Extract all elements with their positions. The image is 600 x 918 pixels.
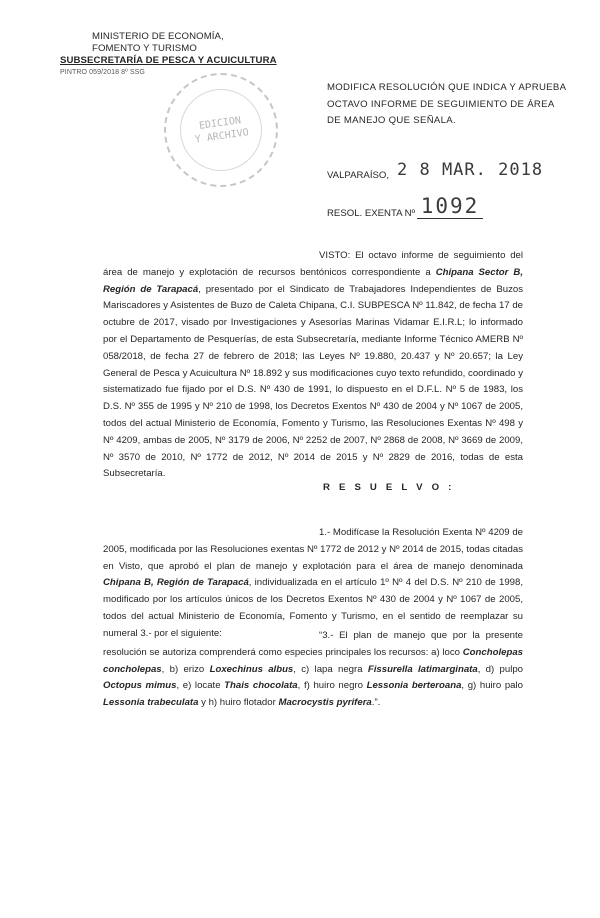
article-1-paragraph	[103, 525, 523, 643]
resolution-label: RESOL. EXENTA Nº	[327, 208, 416, 219]
resuelvo-heading: R E S U E L V O :	[323, 482, 455, 493]
stamp-line1: EDICION	[198, 115, 242, 132]
office-stamp	[164, 73, 278, 187]
species-fissurella: Fissurella latimarginata	[367, 663, 478, 675]
document-reference: PINTRO 059/2018 8º SSG	[60, 69, 145, 76]
quote-text-e: , e) locate	[176, 680, 225, 692]
visto-paragraph	[103, 248, 523, 483]
species-macrocystis: Macrocystis pyrifera	[278, 697, 372, 709]
subsecretariat-name: SUBSECRETARÍA DE PESCA Y ACUICULTURA	[60, 55, 277, 66]
article-1-text-2: , individualizada en el artículo 1º Nº 4 del D.S. Nº 210 de 1998, modificado por los artículos únicos de los Decretos Exentos Nº 430 de 2004 y Nº 1067 de 2005, todos del actual Ministerio de Economía, Fomento y Turismo, en el sentido de reemplazar su numeral 3.- por el siguiente:	[103, 577, 523, 639]
place-label: VALPARAÍSO,	[327, 170, 390, 181]
species-concholepas: Concholepas concholepas	[103, 646, 523, 675]
date-stamp: 2 8 MAR. 2018	[397, 160, 544, 180]
visto-text-1: VISTO: El octavo informe de seguimiento del área de manejo y explotación de recursos bentónicos correspondiente a	[103, 250, 523, 278]
species-loxechinus: Loxechinus albus	[209, 663, 294, 675]
quote-text-b: , b) erizo	[161, 663, 210, 675]
quote-text-a: “3.- El plan de manejo que por la presente resolución se autoriza comprenderá como especies principales los recursos: a) loco	[103, 630, 523, 658]
species-thais: Thais chocolata	[224, 680, 298, 692]
visto-text-2: , presentado por el Sindicato de Trabajadores Independientes de Buzos Mariscadores y Asistentes de Buzo de Caleta Chipana, C.I. SUBPESCA Nº 11.842, de fecha 17 de octubre de 2017, visado por Investigaciones y Asesorías Marinas Vidamar E.I.R.L; lo informado por el Departamento de Pesquerías, de esta Subsecretaría, mediante Informe Técnico AMERB Nº 058/2018, de fecha 27 de febrero de 2018; las Leyes Nº 19.880, 20.437 y Nº 20.657; la Ley General de Pesca y Acuicultura Nº 18.892 y sus modificaciones cuyo texto refundido, coordinado y sistematizado fue fijado por el D.S. Nº 430 de 1991, lo dispuesto en el D.F.L. Nº 5 de 1983, los D.S. Nº 355 de 1995 y Nº 210 de 1998, los Decretos Exentos Nº 430 de 2004 y Nº 1067 de 2005, todos del actual Ministerio de Economía, Fomento y Turismo, las Resoluciones Exentas Nº 498 y Nº 4209, ambas de 2005, Nº 3179 de 2006, Nº 2252 de 2007, Nº 2868 de 2008, Nº 3669 de 2009, Nº 3570 de 2010, Nº 1772 de 2012, Nº 2014 de 2015 y Nº 2829 de 2016, todas de esta Subsecretaría.	[103, 283, 523, 480]
quote-text-c: , c) lapa negra	[293, 663, 368, 675]
resolution-title: MODIFICA RESOLUCIÓN QUE INDICA Y APRUEBA OCTAVO INFORME DE SEGUIMIENTO DE ÁREA DE MANEJO QUE SEÑALA.	[327, 82, 566, 126]
ministry-name-line2: FOMENTO Y TURISMO	[92, 43, 197, 54]
species-lessonia-berteroana: Lessonia berteroana	[366, 680, 462, 692]
quote-text-h: y h) huiro flotador	[198, 697, 279, 709]
article-1-text-1: 1.- Modifícase la Resolución Exenta Nº 4209 de 2005, modificada por las Resoluciones exentas Nº 1772 de 2012 y Nº 2014 de 2015, todas citadas en Visto, que aprobó el plan de manejo y explotación para el área de manejo denominada	[103, 527, 523, 572]
stamp-line2: Y ARCHIVO	[194, 127, 250, 146]
species-octopus: Octopus mimus	[103, 680, 177, 692]
quote-text-g: , g) huiro palo	[461, 680, 523, 692]
article-1-area-name: Chipana B, Región de Tarapacá	[103, 577, 249, 589]
numeral-3-quote	[103, 628, 523, 712]
quote-text-f: , f) huiro negro	[297, 680, 367, 692]
resolution-number: 1092	[417, 194, 483, 219]
ministry-name-line1: MINISTERIO DE ECONOMÍA,	[92, 31, 224, 42]
letterhead	[60, 31, 277, 79]
species-lessonia-trabeculata: Lessonia trabeculata	[103, 697, 199, 709]
quote-text-end: .”.	[371, 697, 381, 709]
quote-text-d: , d) pulpo	[477, 663, 523, 675]
visto-area-name: Chipana Sector B, Región de Tarapacá	[103, 266, 523, 295]
